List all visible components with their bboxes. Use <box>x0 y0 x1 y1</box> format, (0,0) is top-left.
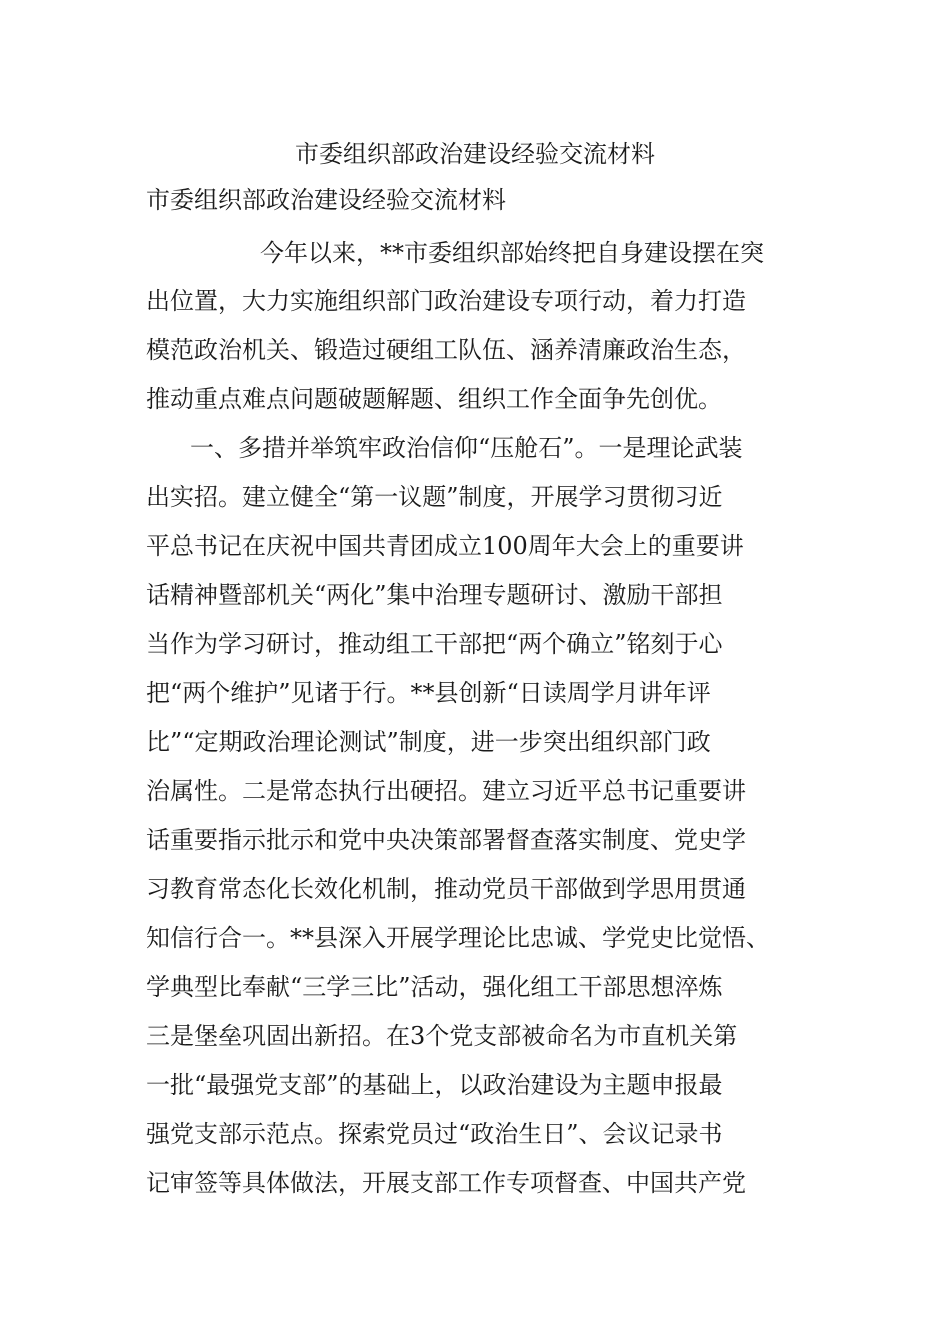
body-line: 比”“定期政治理论测试”制度，进一步突出组织部门政 <box>146 728 711 756</box>
body-line: 话精神暨部机关“两化”集中治理专题研讨、激励干部担 <box>146 581 723 609</box>
body-line: 一、多措并举筑牢政治信仰“压舱石”。一是理论武装 <box>190 434 743 462</box>
body-line: 当作为学习研讨，推动组工干部把“两个确立”铭刻于心 <box>146 630 723 658</box>
body-line: 平总书记在庆祝中国共青团成立100周年大会上的重要讲 <box>146 532 744 560</box>
body-line: 记审签等具体做法，开展支部工作专项督查、中国共产党 <box>146 1169 746 1197</box>
body-line: 知信行合一。**县深入开展学理论比忠诚、学党史比觉悟、 <box>146 924 770 952</box>
body-line: 强党支部示范点。探索党员过“政治生日”、会议记录书 <box>146 1120 723 1148</box>
body-line: 推动重点难点问题破题解题、组织工作全面争先创优。 <box>146 385 722 413</box>
document-title: 市委组织部政治建设经验交流材料 <box>295 140 655 168</box>
body-line: 今年以来，**市委组织部始终把自身建设摆在突 <box>260 239 764 267</box>
body-line: 学典型比奉献“三学三比”活动，强化组工干部思想淬炼 <box>146 973 723 1001</box>
document-subtitle: 市委组织部政治建设经验交流材料 <box>146 186 506 214</box>
body-line: 三是堡垒巩固出新招。在3个党支部被命名为市直机关第 <box>146 1022 738 1050</box>
body-line: 出位置，大力实施组织部门政治建设专项行动，着力打造 <box>146 287 746 315</box>
body-line: 模范政治机关、锻造过硬组工队伍、涵养清廉政治生态， <box>146 336 746 364</box>
body-line: 治属性。二是常态执行出硬招。建立习近平总书记重要讲 <box>146 777 746 805</box>
body-line: 一批“最强党支部”的基础上，以政治建设为主题申报最 <box>146 1071 723 1099</box>
body-line: 出实招。建立健全“第一议题”制度，开展学习贯彻习近 <box>146 483 723 511</box>
body-line: 话重要指示批示和党中央决策部署督查落实制度、党史学 <box>146 826 746 854</box>
body-line: 把“两个维护”见诸于行。**县创新“日读周学月讲年评 <box>146 679 711 707</box>
body-line: 习教育常态化长效化机制，推动党员干部做到学思用贯通 <box>146 875 746 903</box>
